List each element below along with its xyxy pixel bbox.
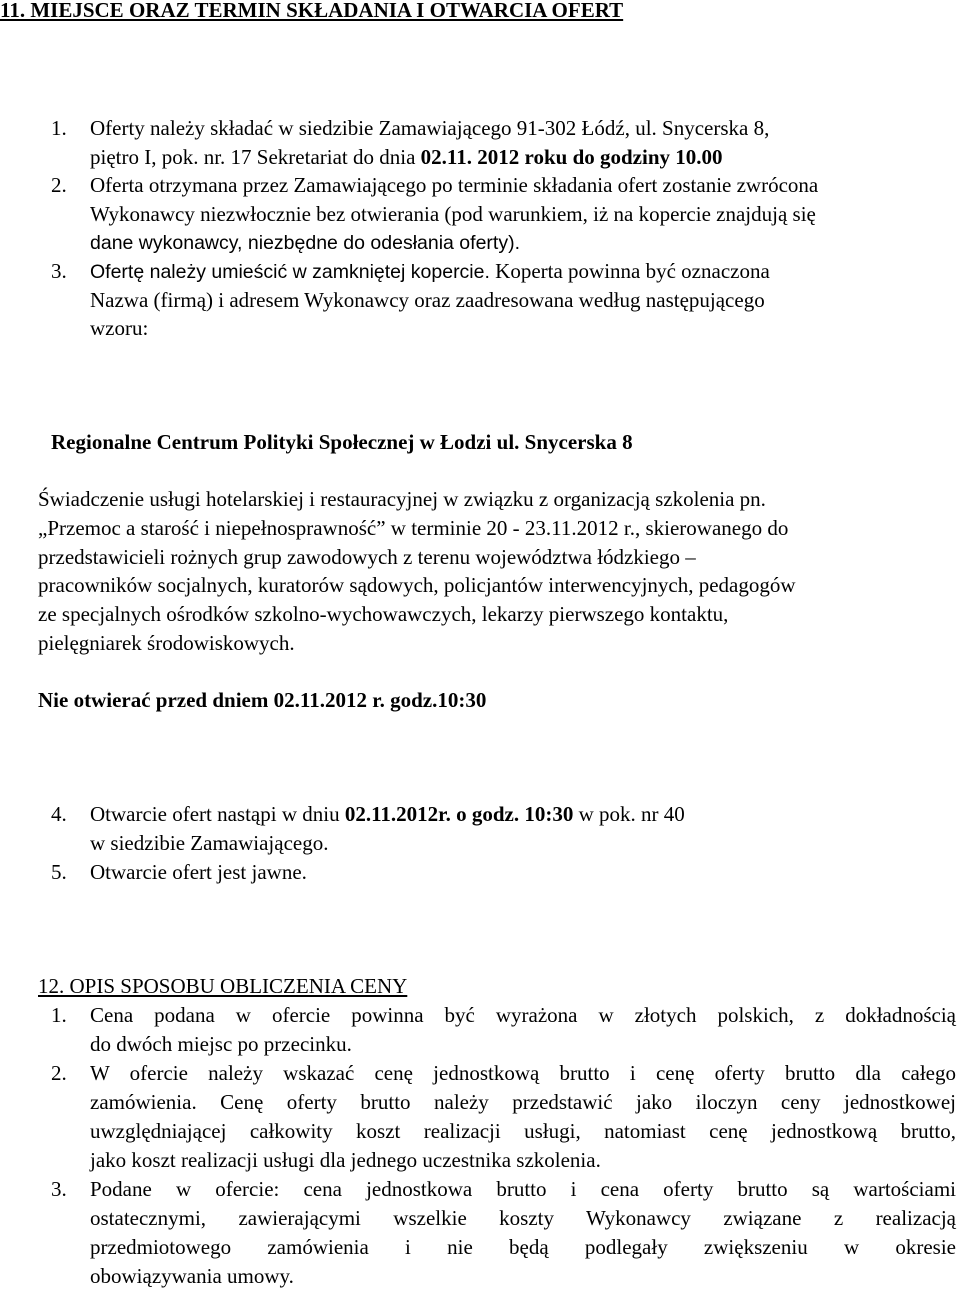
envelope-line-4: pracowników socjalnych, kuratorów sądowych, policjantów interwencyjnych, pedagogów	[38, 573, 796, 597]
s12-item-2-line-2: zamówienia. Cenę oferty brutto należy przedstawić jako iloczyn ceny jednostkowej	[90, 1090, 956, 1114]
envelope-line-3: przedstawicieli rożnych grup zawodowych z terenu województwa łódzkiego –	[38, 545, 696, 569]
s12-item-2-line-4: jako koszt realizacji usługi dla jednego uczestnika szkolenia.	[90, 1148, 601, 1172]
s12-item-2-number: 2.	[51, 1061, 67, 1085]
section-11-heading: 11. MIEJSCE ORAZ TERMIN SKŁADANIA I OTWARCIA OFERT	[0, 0, 624, 22]
s12-item-3-number: 3.	[51, 1177, 67, 1201]
item-3-number: 3.	[51, 259, 67, 283]
s12-item-2-line-1: W ofercie należy wskazać cenę jednostkową brutto i cenę oferty brutto dla całego	[90, 1061, 956, 1085]
item-3-line-1: Ofertę należy umieścić w zamkniętej kopercie. Koperta powinna być oznaczona	[90, 259, 770, 283]
item-2-line-3: dane wykonawcy, niezbędne do odesłania oferty).	[90, 232, 520, 254]
s12-item-1-line-1: Cena podana w ofercie powinna być wyrażona w złotych polskich, z dokładnością	[90, 1003, 956, 1027]
item-4-line-2: w siedzibie Zamawiającego.	[90, 831, 329, 855]
s12-item-2-line-3: uwzględniającej całkowity koszt realizacji usługi, natomiast cenę jednostkową brutto,	[90, 1119, 956, 1143]
item-2-number: 2.	[51, 173, 67, 197]
section-12-heading: 12. OPIS SPOSOBU OBLICZENIA CENY	[38, 974, 408, 998]
item-4-number: 4.	[51, 802, 67, 826]
s12-item-1-number: 1.	[51, 1003, 67, 1027]
item-4-line-1: Otwarcie ofert nastąpi w dniu 02.11.2012r. o godz. 10:30 w pok. nr 40	[90, 802, 685, 826]
envelope-line-2: „Przemoc a starość i niepełnosprawność” w terminie 20 - 23.11.2012 r., skierowanego do	[38, 516, 789, 540]
envelope-line-1: Świadczenie usługi hotelarskiej i restauracyjnej w związku z organizacją szkolenia pn.	[38, 487, 766, 511]
do-not-open-notice: Nie otwierać przed dniem 02.11.2012 r. godz.10:30	[38, 688, 487, 712]
item-1-line-2: piętro I, pok. nr. 17 Sekretariat do dnia 02.11. 2012 roku do godziny 10.00	[90, 145, 723, 169]
s12-item-1-line-2: do dwóch miejsc po przecinku.	[90, 1032, 352, 1056]
item-3-line-2: Nazwa (firmą) i adresem Wykonawcy oraz zaadresowana według następującego	[90, 288, 765, 312]
item-2-line-2: Wykonawcy niezwłocznie bez otwierania (pod warunkiem, iż na kopercie znajdują się	[90, 202, 816, 226]
item-5-text: Otwarcie ofert jest jawne.	[90, 860, 307, 884]
item-1-number: 1.	[51, 116, 67, 140]
item-3-line-3: wzoru:	[90, 316, 149, 340]
s12-item-3-line-4: obowiązywania umowy.	[90, 1264, 294, 1288]
s12-item-3-line-2: ostatecznymi, zawierającymi wszelkie koszty Wykonawcy związane z realizacją	[90, 1206, 956, 1230]
item-1-line-1: Oferty należy składać w siedzibie Zamawiającego 91-302 Łódź, ul. Snycerska 8,	[90, 116, 770, 140]
item-2-line-1: Oferta otrzymana przez Zamawiającego po terminie składania ofert zostanie zwrócona	[90, 173, 819, 197]
envelope-line-6: pielęgniarek środowiskowych.	[38, 631, 295, 655]
envelope-address: Regionalne Centrum Polityki Społecznej w Łodzi ul. Snycerska 8	[51, 430, 633, 454]
s12-item-3-line-1: Podane w ofercie: cena jednostkowa brutto i cena oferty brutto są wartościami	[90, 1177, 956, 1201]
s12-item-3-line-3: przedmiotowego zamówienia i nie będą podlegały zwiększeniu w okresie	[90, 1235, 956, 1259]
item-5-number: 5.	[51, 860, 67, 884]
envelope-line-5: ze specjalnych ośrodków szkolno-wychowawczych, lekarzy pierwszego kontaktu,	[38, 602, 729, 626]
deadline-date: 02.11. 2012 roku do godziny 10.00	[420, 145, 723, 169]
